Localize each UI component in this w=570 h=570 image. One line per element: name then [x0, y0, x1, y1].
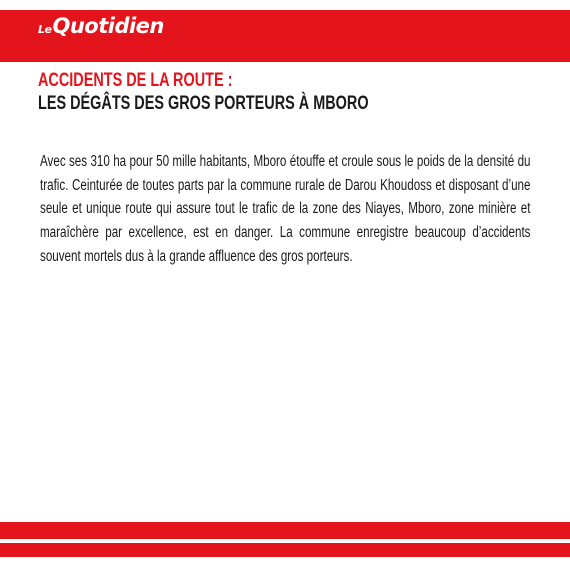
brand-prefix: Le — [38, 23, 52, 36]
article-heading — [38, 69, 524, 115]
footer-stripe-bottom — [0, 543, 570, 557]
article-title: LES DÉGÂTS DES GROS PORTEURS À MBORO — [38, 93, 369, 114]
article-body: Avec ses 310 ha pour 50 mille habitants, Mboro étouffe et croule sous le poids de la densité du trafic. Ceinturée de toutes parts par la commune rurale de Darou Khoudoss et disposant d’une seule et unique route qui assure tout le trafic de la zone des Niayes, Mboro, zone minière et maraîchère par excellence, est en danger. La commune enregistre beaucoup d’accidents souvent mortels dus à la grande affluence des gros porteurs. — [40, 153, 531, 265]
article-kicker: ACCIDENTS DE LA ROUTE : — [38, 70, 233, 91]
brand-name: Quotidien — [52, 14, 164, 38]
footer-band — [0, 522, 570, 570]
footer-stripe-top — [0, 522, 570, 539]
brand-logo — [38, 14, 164, 38]
